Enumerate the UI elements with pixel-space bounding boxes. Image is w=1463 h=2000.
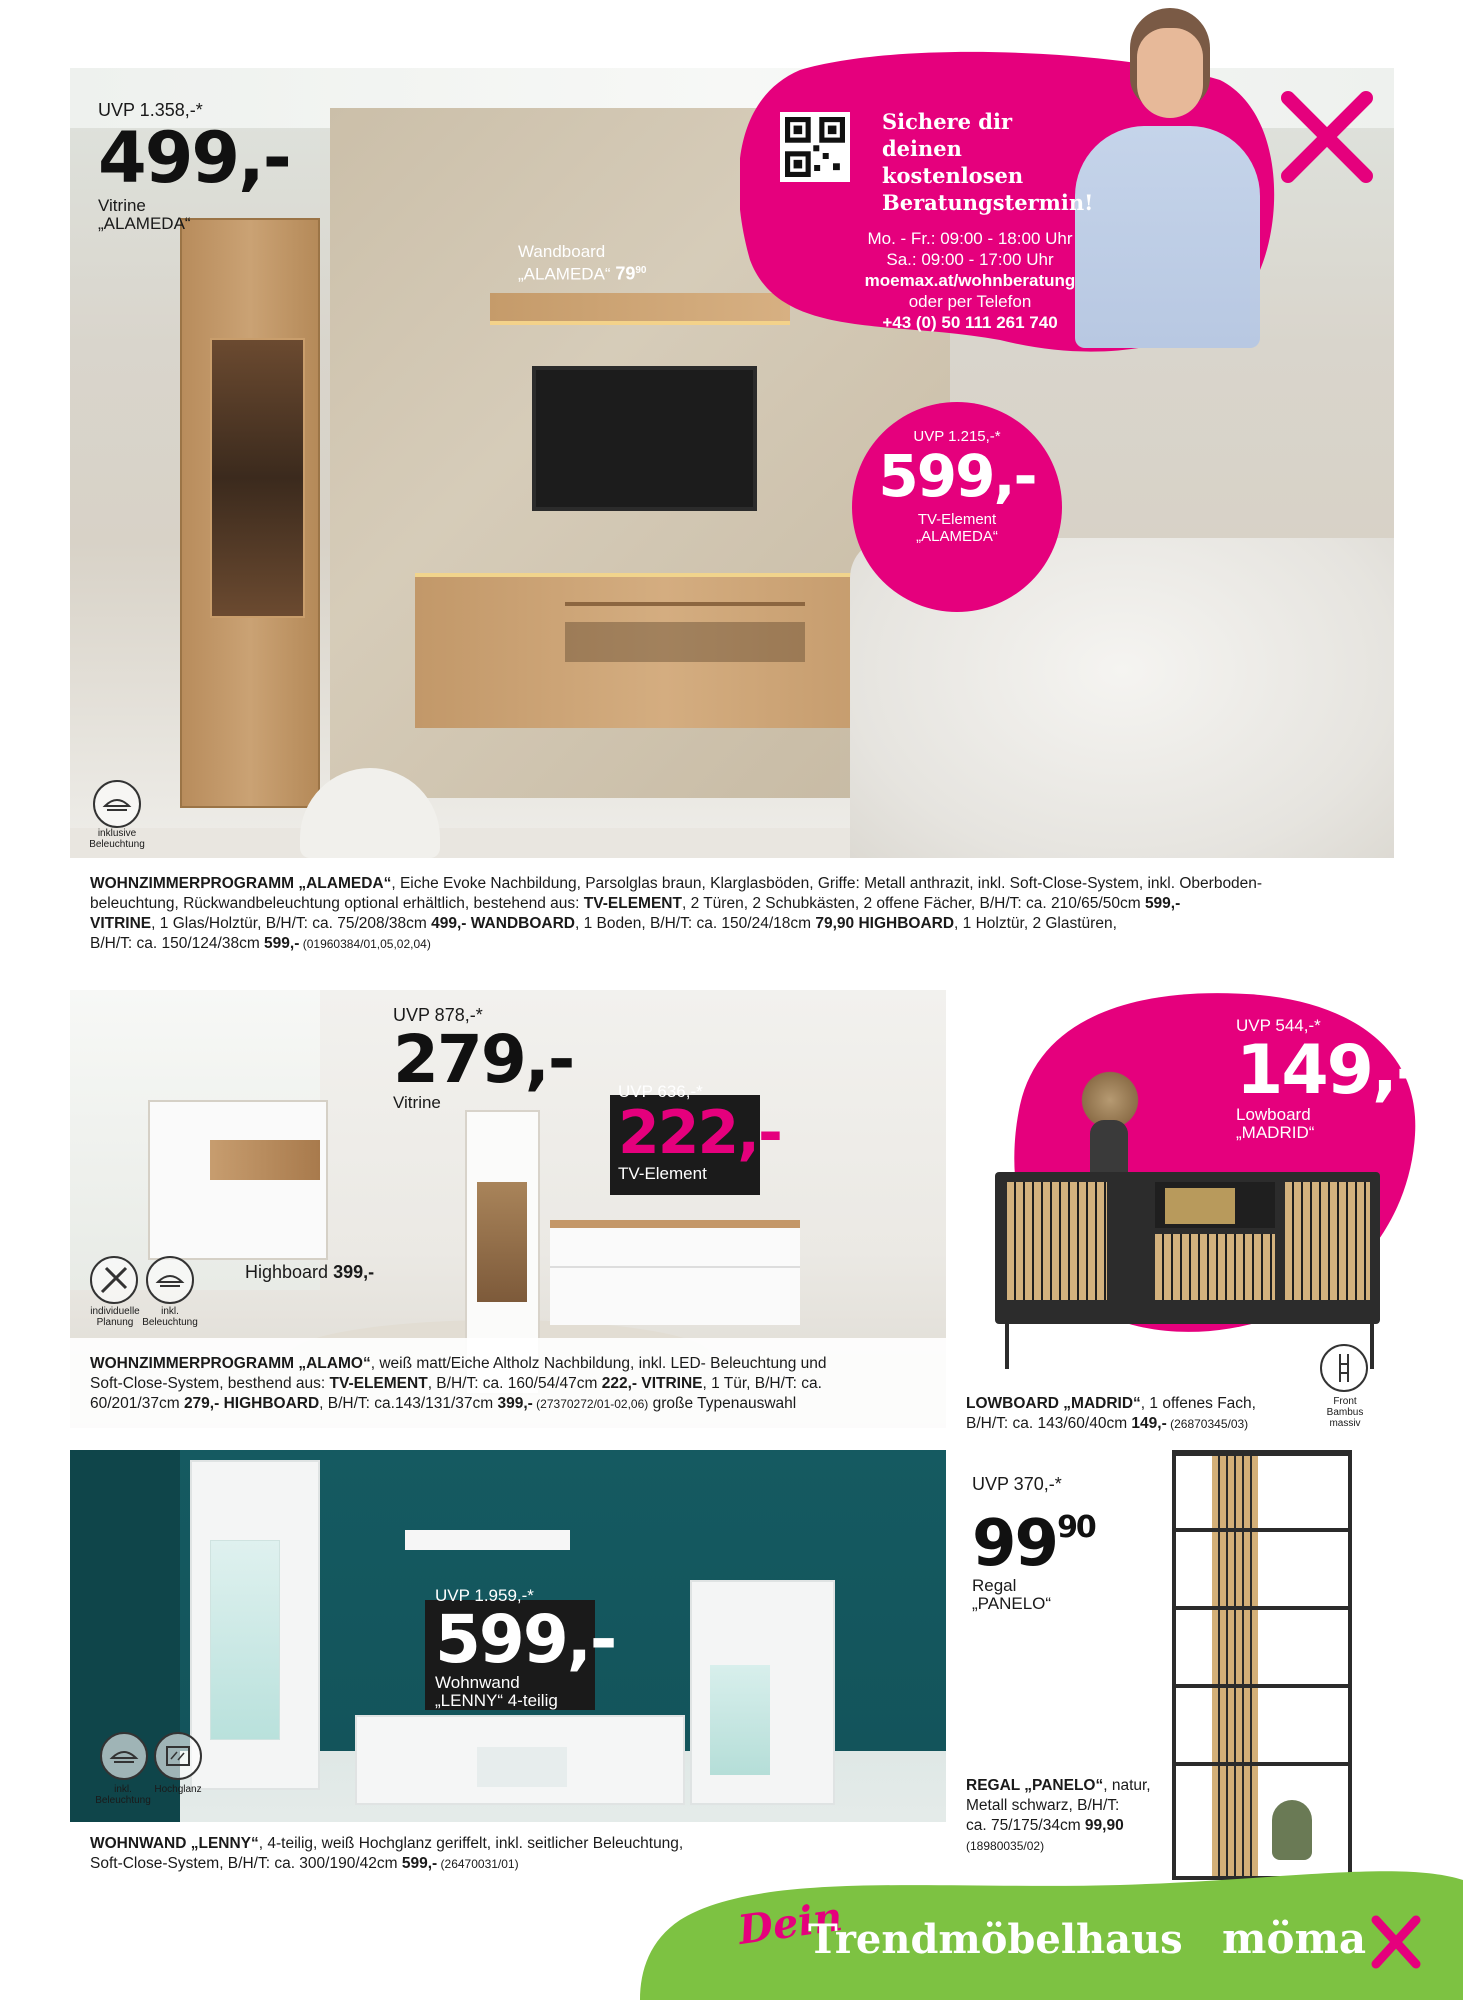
caption-text: , 1 offenes Fach, bbox=[1140, 1395, 1256, 1412]
headline-line: Sichere dir bbox=[882, 109, 1013, 134]
caption-bold: 149,- bbox=[1131, 1415, 1167, 1432]
price: 79 bbox=[615, 263, 636, 284]
moemax-logo[interactable] bbox=[1222, 1914, 1366, 1963]
lowboard-slat-door bbox=[1007, 1182, 1107, 1300]
product-label: „MADRID“ bbox=[1236, 1123, 1315, 1142]
phone-number[interactable]: +43 (0) 50 111 261 740 bbox=[882, 313, 1058, 332]
icon-caption-line: Beleuchtung bbox=[89, 839, 145, 850]
article-number: (18980035/02) bbox=[966, 1839, 1045, 1853]
caption-title: LOWBOARD „MADRID“ bbox=[966, 1395, 1141, 1412]
article-number: (01960384/01,05,02,04) bbox=[299, 937, 431, 951]
dark-wall-panel bbox=[70, 1450, 180, 1880]
caption-text: , 1 Glas/Holztür, B/H/T: ca. 75/208/38cm bbox=[151, 915, 432, 932]
caption-text: ca. 75/175/34cm bbox=[966, 1817, 1085, 1834]
wall-shelf-image bbox=[405, 1530, 570, 1550]
caption-text: , 4-teilig, weiß Hochglanz geriffelt, inkl. seitlicher Beleuchtung, bbox=[258, 1835, 684, 1852]
caption-bold: 599,- bbox=[264, 935, 300, 952]
wandboard-price-block bbox=[518, 242, 646, 284]
regal-frame bbox=[1172, 1450, 1352, 1880]
phone-intro: oder per Telefon bbox=[908, 292, 1032, 311]
caption-title: WOHNWAND „LENNY“ bbox=[90, 1835, 259, 1852]
sale-price: 599,- bbox=[878, 442, 1036, 510]
icon-caption-line: Bambus bbox=[1326, 1407, 1364, 1418]
qr-code-icon bbox=[785, 117, 845, 177]
icon-caption-line: Beleuchtung bbox=[142, 1317, 198, 1328]
lowboard-drawer bbox=[1155, 1234, 1275, 1300]
high-gloss-icon bbox=[154, 1732, 202, 1780]
caption-text: Soft-Close-System, besthend aus: bbox=[90, 1375, 330, 1392]
qr-code[interactable] bbox=[780, 112, 850, 182]
article-number: (26870345/03) bbox=[1166, 1417, 1249, 1431]
uvp-price: UVP 878,-* bbox=[393, 1005, 483, 1025]
icon-caption-line: inklusive bbox=[97, 828, 137, 839]
uvp-price: UVP 544,-* bbox=[1236, 1016, 1321, 1035]
regal-panelo-image bbox=[1172, 1450, 1352, 1880]
lighting-icon bbox=[146, 1256, 194, 1304]
basket-image bbox=[1165, 1188, 1235, 1224]
glass-door bbox=[710, 1665, 770, 1775]
glass-vase-image bbox=[1272, 1800, 1312, 1860]
caption-bold: 399,- bbox=[497, 1395, 533, 1412]
caption-text: 60/201/37cm bbox=[90, 1395, 184, 1412]
high-gloss-caption: Hochglanz bbox=[154, 1784, 202, 1795]
price-cents: 90 bbox=[1057, 1510, 1095, 1545]
uvp-price: UVP 1.358,-* bbox=[98, 100, 203, 120]
product-label: Lowboard bbox=[1236, 1105, 1311, 1124]
caption-text: , 2 Türen, 2 Schubkästen, 2 offene Fächer, B/H/T: ca. 210/65/50cm bbox=[681, 895, 1145, 912]
caption-text: große Typenauswahl bbox=[648, 1395, 797, 1412]
icon-caption-line: Planung bbox=[96, 1317, 134, 1328]
uvp-price: UVP 1.215,-* bbox=[913, 428, 1001, 445]
product-label: „LENNY“ 4-teilig bbox=[435, 1691, 558, 1710]
vitrine-glass-door bbox=[210, 338, 305, 618]
uvp-price: UVP 1.959,-* bbox=[435, 1586, 534, 1605]
bamboo-icon bbox=[1320, 1344, 1368, 1392]
icon-caption-line: individuelle bbox=[90, 1306, 140, 1317]
caption-title: REGAL „PANELO“ bbox=[966, 1777, 1104, 1794]
caption-bold: TV-ELEMENT bbox=[583, 895, 682, 912]
alameda-description bbox=[90, 874, 1380, 954]
uvp-price: UVP 370,-* bbox=[972, 1474, 1062, 1494]
caption-bold: VITRINE bbox=[90, 915, 152, 932]
product-label: Highboard bbox=[245, 1262, 329, 1282]
lighting-icon bbox=[93, 780, 141, 828]
consultation-headline bbox=[882, 108, 1093, 216]
sale-price: 99 bbox=[972, 1507, 1058, 1581]
icon-caption-line: Beleuchtung bbox=[95, 1795, 151, 1806]
caption-title: WOHNZIMMERPROGRAMM „ALAMO“ bbox=[90, 1355, 371, 1372]
icon-caption-line: massiv bbox=[1329, 1418, 1361, 1429]
hours-weekday: Mo. - Fr.: 09:00 - 18:00 Uhr bbox=[867, 229, 1073, 248]
lowboard-open-compartment bbox=[1155, 1182, 1275, 1228]
caption-bold: 499,- WANDBOARD bbox=[431, 915, 575, 932]
caption-text: Soft-Close-System, B/H/T: ca. 300/190/42cm bbox=[90, 1855, 402, 1872]
open-compartment bbox=[477, 1747, 567, 1787]
headline-line: kostenlosen bbox=[882, 163, 1024, 188]
lowboard-slat-door bbox=[1285, 1182, 1370, 1300]
regal-panelo-description bbox=[966, 1776, 1176, 1856]
uvp-price: UVP 636,-* bbox=[618, 1082, 703, 1101]
lowboard-leg bbox=[1370, 1324, 1374, 1369]
caption-bold: 222,- VITRINE bbox=[601, 1375, 703, 1392]
alamo-description bbox=[90, 1354, 940, 1414]
footer-dein-script: Dein bbox=[735, 1892, 846, 1955]
product-label: „ALAMEDA“ bbox=[518, 264, 611, 284]
lowboard-madrid-price-block bbox=[1236, 1016, 1422, 1142]
lighting-icon-caption bbox=[140, 1306, 200, 1328]
caption-bold: 79,90 HIGHBOARD bbox=[815, 915, 955, 932]
product-label: Regal bbox=[972, 1576, 1017, 1595]
tv-element-alamo-price-block bbox=[618, 1082, 781, 1184]
article-number: (26470031/01) bbox=[437, 1857, 519, 1871]
television-image bbox=[532, 366, 757, 511]
product-label: „PANELO“ bbox=[972, 1594, 1052, 1613]
product-label: TV-Element bbox=[917, 511, 997, 528]
icon-caption-line: inkl. bbox=[114, 1784, 132, 1795]
caption-text: , natur, bbox=[1103, 1777, 1151, 1794]
article-number: (27370272/01-02,06) bbox=[532, 1397, 649, 1411]
vitrine-alamo-price-block bbox=[393, 1005, 573, 1112]
caption-text: Metall schwarz, B/H/T: bbox=[966, 1797, 1120, 1814]
lowboard-leg bbox=[1005, 1324, 1009, 1369]
caption-bold: 99,90 bbox=[1084, 1817, 1124, 1834]
product-label: „ALAMEDA“ bbox=[98, 214, 191, 233]
hours-saturday: Sa.: 09:00 - 17:00 Uhr bbox=[886, 250, 1054, 269]
highboard-alamo-image bbox=[148, 1100, 328, 1260]
caption-text: , 1 Holztür, 2 Glastüren, bbox=[954, 915, 1117, 932]
lighting-icon-caption bbox=[80, 828, 154, 850]
product-label: „ALAMEDA“ bbox=[916, 528, 998, 545]
tv-element-alamo-image bbox=[550, 1220, 800, 1325]
caption-text: , weiß matt/Eiche Altholz Nachbildung, inkl. LED- Beleuchtung und bbox=[370, 1355, 827, 1372]
product-label: Vitrine bbox=[98, 196, 146, 215]
caption-text: , Eiche Evoke Nachbildung, Parsolglas braun, Klarglasböden, Griffe: Metall anthrazit, inkl. Soft-Close-System, inkl. Oberboden- bbox=[391, 875, 1263, 892]
caption-text: , B/H/T: ca.143/131/37cm bbox=[319, 1395, 498, 1412]
sale-price: 599,- bbox=[435, 1601, 616, 1678]
sale-price: 279,- bbox=[393, 1021, 574, 1098]
vitrine-glass bbox=[477, 1182, 527, 1302]
tv-element-alameda-image bbox=[415, 573, 915, 728]
lowboard-madrid-description bbox=[966, 1394, 1316, 1434]
caption-text: , 1 Tür, B/H/T: ca. bbox=[702, 1375, 822, 1392]
product-label: TV-Element bbox=[618, 1164, 707, 1183]
caption-text: B/H/T: ca. 143/60/40cm bbox=[966, 1415, 1132, 1432]
vitrine-alameda-price-block bbox=[98, 100, 290, 233]
consultation-details bbox=[800, 228, 1140, 333]
product-label: Vitrine bbox=[393, 1093, 441, 1112]
caption-bold: 599,- bbox=[401, 1855, 438, 1872]
individual-planning-icon bbox=[90, 1256, 138, 1304]
caption-bold: 279,- HIGHBOARD bbox=[183, 1395, 320, 1412]
moemax-logo-text: möma bbox=[1222, 1914, 1367, 1963]
product-label: Wohnwand bbox=[435, 1673, 520, 1692]
price-cents: 90 bbox=[635, 265, 647, 276]
regal-shelf bbox=[1172, 1606, 1352, 1610]
sale-price: 222,- bbox=[618, 1098, 781, 1168]
caption-bold: 599,- bbox=[1144, 895, 1181, 912]
open-compartment bbox=[565, 622, 805, 662]
caption-text: beleuchtung, Rückwandbeleuchtung optional erhältlich, bestehend aus: bbox=[90, 895, 584, 912]
tv-element-alameda-price-block bbox=[852, 428, 1062, 545]
moemax-x-logo-icon bbox=[1278, 88, 1376, 186]
lighting-icon bbox=[100, 1732, 148, 1780]
highboard-alamo-price bbox=[245, 1262, 374, 1283]
regal-shelf bbox=[1172, 1684, 1352, 1688]
caption-text: B/H/T: ca. 150/124/38cm bbox=[90, 935, 265, 952]
regal-panelo-price-block bbox=[972, 1474, 1095, 1613]
caption-bold: TV-ELEMENT bbox=[329, 1375, 428, 1392]
bamboo-icon-caption bbox=[1310, 1396, 1380, 1429]
headline-line: deinen bbox=[882, 136, 962, 161]
regal-shelf bbox=[1172, 1762, 1352, 1766]
footer-tagline: Trendmöbelhaus bbox=[808, 1916, 1183, 1963]
drawer-line bbox=[565, 602, 805, 606]
caption-text: , B/H/T: ca. 160/54/47cm bbox=[427, 1375, 602, 1392]
moemax-x-logo-icon bbox=[1370, 1914, 1422, 1970]
icon-caption-line: inkl. bbox=[161, 1306, 179, 1317]
drawer-line bbox=[550, 1266, 800, 1268]
wohnwand-lenny-price-block bbox=[435, 1586, 615, 1710]
caption-title: WOHNZIMMERPROGRAMM „ALAMEDA“ bbox=[90, 875, 392, 892]
consultation-url[interactable]: moemax.at/wohnberatung bbox=[864, 271, 1076, 290]
sale-price: 149,- bbox=[1236, 1031, 1422, 1110]
product-label: Wandboard bbox=[518, 242, 606, 261]
caption-text: , 1 Boden, B/H/T: ca. 150/24/18cm bbox=[574, 915, 816, 932]
glass-door bbox=[210, 1540, 280, 1740]
sale-price: 499,- bbox=[98, 117, 290, 199]
icon-caption-line: Front bbox=[1333, 1396, 1357, 1407]
highboard-glass-section bbox=[210, 1140, 320, 1180]
regal-shelf bbox=[1172, 1528, 1352, 1532]
lowboard-madrid-image bbox=[995, 1172, 1380, 1324]
sale-price: 399,- bbox=[333, 1262, 375, 1282]
lowboard-lenny-image bbox=[355, 1715, 685, 1805]
person-face bbox=[1137, 28, 1203, 118]
headline-line: Beratungstermin! bbox=[882, 190, 1094, 215]
